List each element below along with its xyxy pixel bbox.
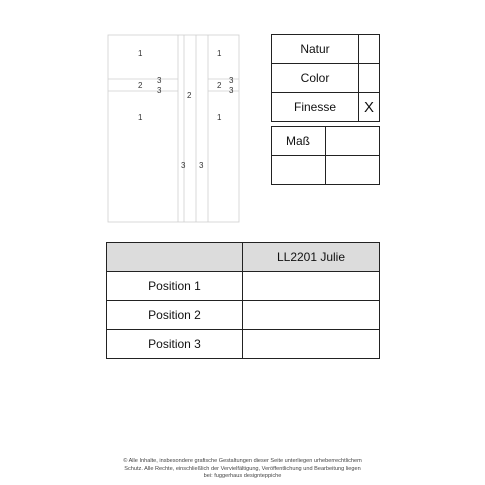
material-table [271,34,380,122]
mass-cell[interactable] [326,127,380,156]
drawing-label: 1 [217,113,222,122]
mass-table [271,126,380,185]
material-label: Color [272,64,359,93]
material-row [272,93,380,122]
mass-cell[interactable] [272,156,326,185]
position-value-cell[interactable] [243,330,380,359]
drawing-label: 2 [217,81,222,90]
material-row [272,35,380,64]
position-table-header [107,243,380,272]
copyright-line: bei: fuggerhaus designteppiche [203,473,282,480]
mass-cell[interactable] [326,156,380,185]
position-table [106,242,380,359]
drawing-label: 3 [229,86,234,95]
table-row [107,330,380,359]
material-label: Finesse [272,93,359,122]
material-row [272,64,380,93]
product-name: LL2201 Julie [243,243,380,272]
drawing-label: 1 [138,113,143,122]
table-row [107,272,380,301]
copyright-line: Schutz. Alle Rechte, einschließlich der Vervielfältigung, Veröffentlichung und Bearbeitung liegen [124,465,361,472]
drawing-outline [108,35,239,222]
copyright-line: © Alle Inhalte, insbesondere grafische Gestaltungen dieser Seite unterliegen urheberrechtlichem [123,458,362,464]
position-value-cell[interactable] [243,301,380,330]
position-label: Position 1 [107,272,243,301]
drawing-label: 3 [157,86,162,95]
drawing-label: 3 [181,161,186,170]
material-checkbox[interactable] [359,35,380,64]
mass-row [272,127,380,156]
drawing-label: 1 [138,49,143,58]
mass-label: Maß [272,127,326,156]
position-value-cell[interactable] [243,272,380,301]
drawing-label: 2 [138,81,143,90]
position-label: Position 3 [107,330,243,359]
drawing-label: 3 [229,76,234,85]
position-label: Position 2 [107,301,243,330]
material-label: Natur [272,35,359,64]
position-header-empty [107,243,243,272]
drawing-label: 3 [199,161,204,170]
drawing-label: 2 [187,91,192,100]
copyright-notice [80,458,405,481]
drawing-label: 1 [217,49,222,58]
material-checkbox[interactable] [359,64,380,93]
table-row [107,301,380,330]
material-checkbox-checked[interactable]: X [359,93,380,122]
drawing-label: 3 [157,76,162,85]
mass-row [272,156,380,185]
